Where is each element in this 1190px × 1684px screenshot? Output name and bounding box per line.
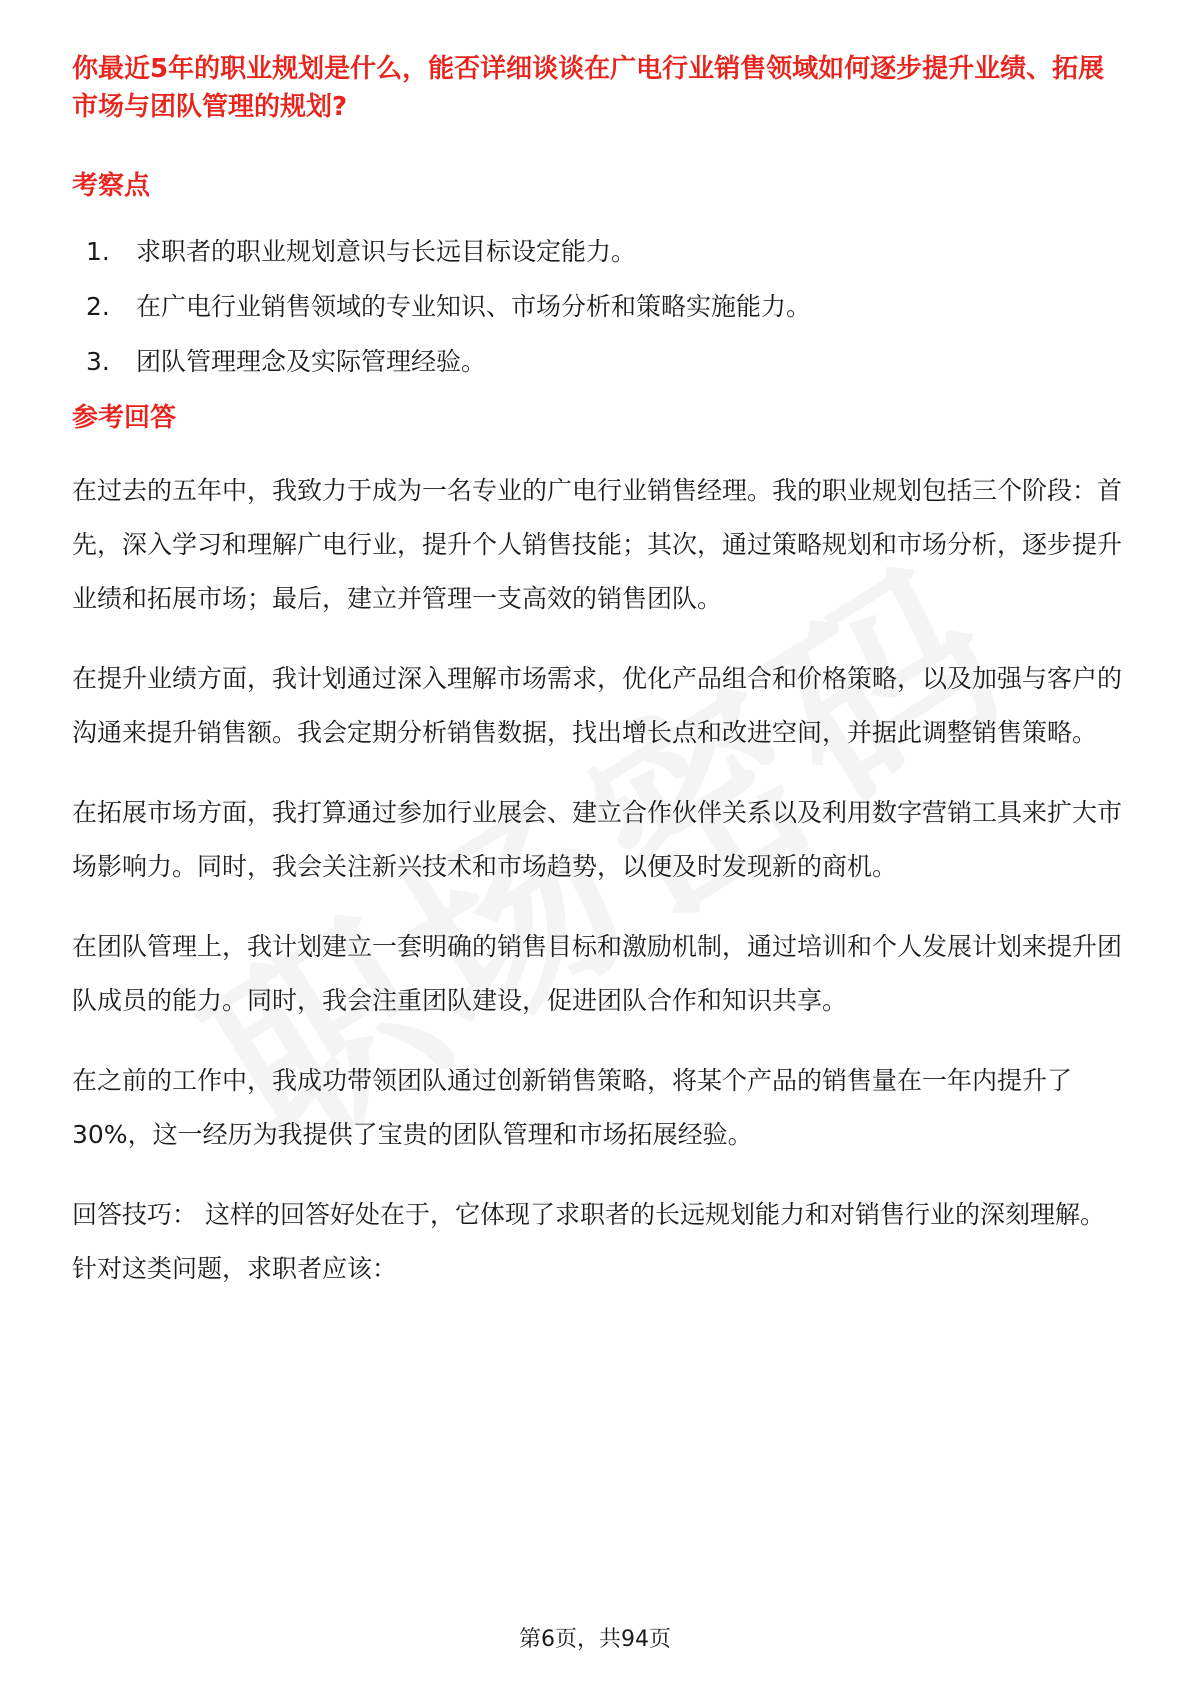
point-number: 2. — [86, 292, 110, 321]
point-item — [72, 234, 1122, 270]
point-number: 3. — [86, 347, 110, 376]
point-text: 团队管理理念及实际管理经验。 — [136, 347, 487, 376]
page-number: 第6页，共94页 — [519, 1627, 671, 1652]
answer-paragraph: 在过去的五年中，我致力于成为一名专业的广电行业销售经理。我的职业规划包括三个阶段：首先，深入学习和理解广电行业，提升个人销售技能；其次，通过策略规划和市场分析，逐步提升业绩和拓展市场；最后，建立并管理一支高效的销售团队。 — [72, 476, 1123, 613]
answer-heading: 参考回答 — [72, 403, 177, 433]
question-title: 你最近5年的职业规划是什么，能否详细谈谈在广电行业销售领域如何逐步提升业绩、拓展市场与团队管理的规划? — [72, 54, 1105, 122]
page-content — [72, 50, 1122, 1296]
point-item — [72, 289, 1122, 325]
answer-paragraph: 在提升业绩方面，我计划通过深入理解市场需求，优化产品组合和价格策略，以及加强与客户的沟通来提升销售额。我会定期分析销售数据，找出增长点和改进空间，并据此调整销售策略。 — [72, 664, 1123, 747]
point-item — [72, 344, 1122, 380]
answer-paragraph: 在之前的工作中，我成功带领团队通过创新销售策略，将某个产品的销售量在一年内提升了30%，这一经历为我提供了宝贵的团队管理和市场拓展经验。 — [72, 1066, 1073, 1149]
point-text: 求职者的职业规划意识与长远目标设定能力。 — [136, 237, 637, 266]
point-number: 1. — [86, 237, 110, 266]
answer-paragraph: 在团队管理上，我计划建立一套明确的销售目标和激励机制，通过培训和个人发展计划来提升团队成员的能力。同时，我会注重团队建设，促进团队合作和知识共享。 — [72, 932, 1123, 1015]
point-text: 在广电行业销售领域的专业知识、市场分析和策略实施能力。 — [136, 292, 812, 321]
answer-paragraph: 在拓展市场方面，我打算通过参加行业展会、建立合作伙伴关系以及利用数字营销工具来扩大市场影响力。同时，我会关注新兴技术和市场趋势，以便及时发现新的商机。 — [72, 798, 1123, 881]
points-heading: 考察点 — [72, 171, 151, 201]
points-list — [72, 234, 1122, 380]
answer-tips-paragraph: 回答技巧： 这样的回答好处在于，它体现了求职者的长远规划能力和对销售行业的深刻理解。针对这类问题，求职者应该： — [72, 1200, 1105, 1283]
